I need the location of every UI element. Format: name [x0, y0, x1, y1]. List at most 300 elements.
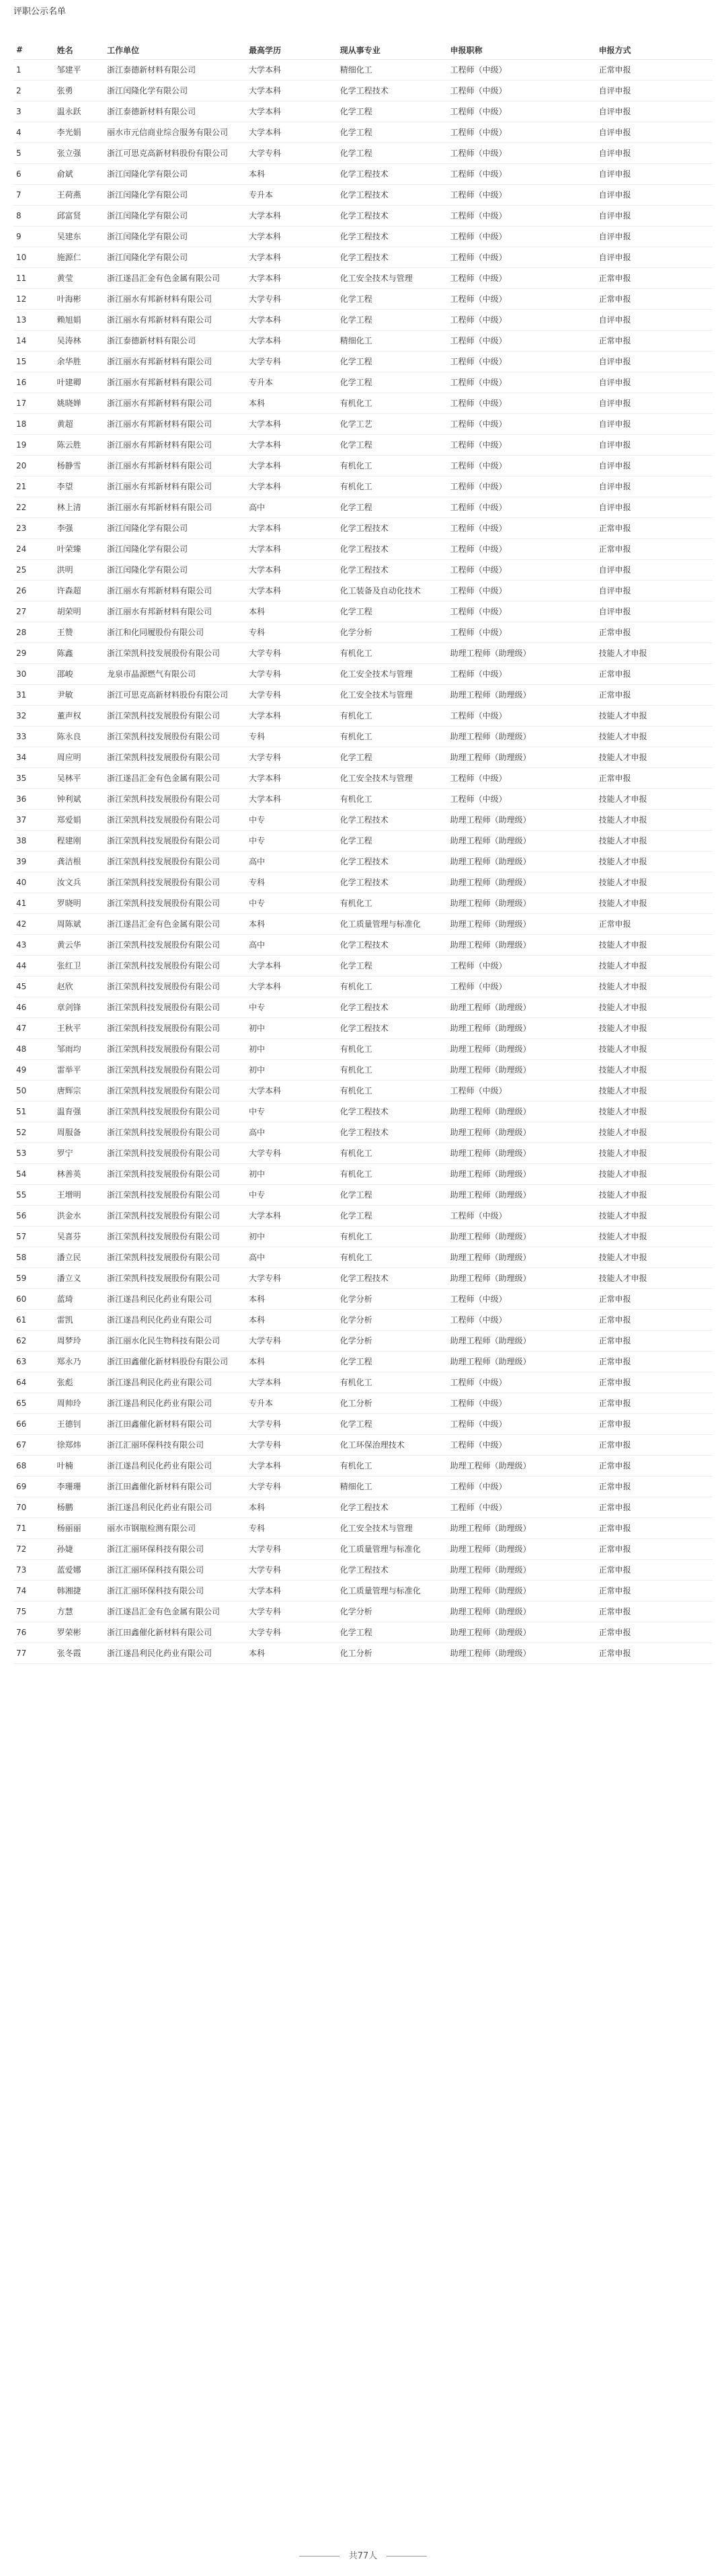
cell-index: 23	[13, 518, 54, 539]
cell-index: 12	[13, 289, 54, 310]
cell-title: 工程师（中级）	[448, 1477, 596, 1497]
table-row	[13, 664, 713, 685]
cell-major: 化学工程技术	[337, 81, 448, 101]
cell-name: 赵欣	[54, 977, 105, 997]
cell-title: 工程师（中级）	[448, 456, 596, 476]
cell-index: 44	[13, 956, 54, 977]
cell-index: 40	[13, 872, 54, 893]
cell-title: 助理工程师（助理级）	[448, 1560, 596, 1581]
cell-education: 大学专科	[246, 685, 337, 706]
table-row	[13, 1372, 713, 1393]
cell-major: 化工安全技术与管理	[337, 685, 448, 706]
cell-index: 35	[13, 768, 54, 789]
table-row	[13, 685, 713, 706]
cell-mode: 正常申报	[596, 1622, 713, 1643]
cell-unit: 浙江遂昌利民化药业有限公司	[104, 1372, 246, 1393]
cell-mode: 正常申报	[596, 289, 713, 310]
cell-index: 11	[13, 268, 54, 289]
cell-title: 工程师（中级）	[448, 289, 596, 310]
cell-index: 77	[13, 1643, 54, 1664]
table-row	[13, 956, 713, 977]
cell-index: 71	[13, 1518, 54, 1539]
cell-unit: 浙江丽水有邦新材料有限公司	[104, 289, 246, 310]
cell-major: 化学工程	[337, 122, 448, 143]
table-row	[13, 1622, 713, 1643]
cell-major: 化学工程技术	[337, 1560, 448, 1581]
cell-mode: 自评申报	[596, 81, 713, 101]
table-row	[13, 1414, 713, 1435]
cell-index: 16	[13, 372, 54, 393]
cell-index: 46	[13, 997, 54, 1018]
cell-index: 15	[13, 351, 54, 372]
cell-unit: 浙江荣凯科技发展股份有限公司	[104, 1039, 246, 1060]
cell-mode: 正常申报	[596, 1643, 713, 1664]
cell-education: 大学本科	[246, 331, 337, 351]
cell-mode: 正常申报	[596, 1560, 713, 1581]
cell-index: 29	[13, 643, 54, 664]
cell-name: 陈云胜	[54, 435, 105, 456]
footer-divider-left	[299, 2556, 339, 2557]
cell-major: 化学工艺	[337, 414, 448, 435]
cell-index: 8	[13, 206, 54, 226]
cell-education: 大学专科	[246, 1143, 337, 1164]
cell-title: 工程师（中级）	[448, 310, 596, 331]
cell-index: 73	[13, 1560, 54, 1581]
cell-name: 蓝琦	[54, 1289, 105, 1310]
cell-name: 温育强	[54, 1102, 105, 1122]
cell-title: 工程师（中级）	[448, 476, 596, 497]
cell-education: 大学专科	[246, 289, 337, 310]
cell-title: 工程师（中级）	[448, 977, 596, 997]
cell-index: 64	[13, 1372, 54, 1393]
table-row	[13, 247, 713, 268]
cell-mode: 自评申报	[596, 601, 713, 622]
cell-unit: 浙江荣凯科技发展股份有限公司	[104, 747, 246, 768]
cell-index: 62	[13, 1331, 54, 1352]
cell-title: 助理工程师（助理级）	[448, 1122, 596, 1143]
cell-title: 工程师（中级）	[448, 247, 596, 268]
cell-major: 化学工程	[337, 1352, 448, 1372]
table-row	[13, 1227, 713, 1247]
cell-index: 52	[13, 1122, 54, 1143]
cell-name: 吴林平	[54, 768, 105, 789]
cell-unit: 浙江田鑫催化新材料有限公司	[104, 1414, 246, 1435]
cell-unit: 浙江遂昌利民化药业有限公司	[104, 1310, 246, 1331]
cell-major: 化学分析	[337, 1289, 448, 1310]
cell-index: 10	[13, 247, 54, 268]
cell-education: 大学专科	[246, 1268, 337, 1289]
cell-unit: 浙江闰隆化学有限公司	[104, 247, 246, 268]
cell-education: 本科	[246, 1497, 337, 1518]
cell-unit: 浙江田鑫催化新材料股份有限公司	[104, 1352, 246, 1372]
cell-unit: 浙江荣凯科技发展股份有限公司	[104, 893, 246, 914]
cell-unit: 浙江闰隆化学有限公司	[104, 518, 246, 539]
cell-education: 专升本	[246, 372, 337, 393]
cell-title: 工程师（中级）	[448, 1081, 596, 1102]
cell-title: 助理工程师（助理级）	[448, 935, 596, 956]
cell-index: 28	[13, 622, 54, 643]
cell-title: 工程师（中级）	[448, 539, 596, 560]
cell-name: 章剑锋	[54, 997, 105, 1018]
cell-index: 33	[13, 726, 54, 747]
cell-title: 工程师（中级）	[448, 101, 596, 122]
table-row	[13, 1081, 713, 1102]
cell-mode: 自评申报	[596, 581, 713, 601]
cell-major: 化学工程	[337, 1185, 448, 1206]
cell-mode: 技能人才申报	[596, 872, 713, 893]
cell-mode: 正常申报	[596, 1456, 713, 1477]
cell-index: 34	[13, 747, 54, 768]
cell-title: 工程师（中级）	[448, 768, 596, 789]
cell-major: 化学分析	[337, 622, 448, 643]
cell-mode: 自评申报	[596, 247, 713, 268]
cell-mode: 技能人才申报	[596, 1102, 713, 1122]
cell-major: 化学工程技术	[337, 1268, 448, 1289]
cell-title: 助理工程师（助理级）	[448, 1581, 596, 1602]
cell-name: 汝文兵	[54, 872, 105, 893]
cell-mode: 自评申报	[596, 456, 713, 476]
cell-index: 21	[13, 476, 54, 497]
cell-index: 3	[13, 101, 54, 122]
cell-major: 有机化工	[337, 1227, 448, 1247]
cell-title: 工程师（中级）	[448, 143, 596, 164]
cell-title: 助理工程师（助理级）	[448, 1518, 596, 1539]
cell-major: 化工安全技术与管理	[337, 268, 448, 289]
cell-name: 徐郑炜	[54, 1435, 105, 1456]
cell-education: 大学本科	[246, 206, 337, 226]
cell-unit: 浙江遂昌汇金有色金属有限公司	[104, 768, 246, 789]
cell-major: 化学分析	[337, 1310, 448, 1331]
cell-title: 助理工程师（助理级）	[448, 872, 596, 893]
cell-index: 39	[13, 851, 54, 872]
cell-mode: 技能人才申报	[596, 977, 713, 997]
cell-title: 助理工程师（助理级）	[448, 726, 596, 747]
cell-unit: 浙江丽水有邦新材料有限公司	[104, 310, 246, 331]
cell-name: 吴涛林	[54, 331, 105, 351]
cell-title: 工程师（中级）	[448, 706, 596, 726]
table-row	[13, 1206, 713, 1227]
cell-title: 工程师（中级）	[448, 789, 596, 810]
cell-unit: 浙江荣凯科技发展股份有限公司	[104, 1164, 246, 1185]
cell-name: 雷举平	[54, 1060, 105, 1081]
cell-name: 姚晓婵	[54, 393, 105, 414]
cell-education: 大学专科	[246, 1331, 337, 1352]
cell-mode: 正常申报	[596, 1518, 713, 1539]
cell-unit: 浙江荣凯科技发展股份有限公司	[104, 851, 246, 872]
cell-mode: 正常申报	[596, 664, 713, 685]
table-row	[13, 726, 713, 747]
cell-index: 36	[13, 789, 54, 810]
cell-mode: 技能人才申报	[596, 893, 713, 914]
cell-major: 有机化工	[337, 1456, 448, 1477]
cell-education: 中专	[246, 831, 337, 851]
cell-index: 57	[13, 1227, 54, 1247]
cell-title: 助理工程师（助理级）	[448, 1102, 596, 1122]
cell-name: 张冬霞	[54, 1643, 105, 1664]
cell-major: 有机化工	[337, 393, 448, 414]
cell-unit: 浙江荣凯科技发展股份有限公司	[104, 1185, 246, 1206]
cell-major: 有机化工	[337, 1039, 448, 1060]
cell-major: 化学工程技术	[337, 185, 448, 206]
cell-education: 大学本科	[246, 81, 337, 101]
cell-mode: 技能人才申报	[596, 1268, 713, 1289]
cell-title: 工程师（中级）	[448, 226, 596, 247]
cell-title: 助理工程师（助理级）	[448, 851, 596, 872]
table-row	[13, 622, 713, 643]
cell-mode: 技能人才申报	[596, 1227, 713, 1247]
table-row	[13, 893, 713, 914]
cell-mode: 正常申报	[596, 1414, 713, 1435]
cell-unit: 浙江丽水有邦新材料有限公司	[104, 456, 246, 476]
cell-name: 张立强	[54, 143, 105, 164]
cell-title: 助理工程师（助理级）	[448, 810, 596, 831]
cell-major: 有机化工	[337, 476, 448, 497]
cell-index: 45	[13, 977, 54, 997]
cell-major: 化学工程	[337, 101, 448, 122]
table-row	[13, 831, 713, 851]
cell-education: 专科	[246, 726, 337, 747]
cell-major: 有机化工	[337, 726, 448, 747]
cell-mode: 自评申报	[596, 372, 713, 393]
cell-mode: 技能人才申报	[596, 1039, 713, 1060]
cell-unit: 浙江荣凯科技发展股份有限公司	[104, 1081, 246, 1102]
table-row	[13, 1456, 713, 1477]
cell-title: 工程师（中级）	[448, 1497, 596, 1518]
cell-education: 专科	[246, 622, 337, 643]
cell-mode: 正常申报	[596, 1435, 713, 1456]
cell-title: 助理工程师（助理级）	[448, 685, 596, 706]
cell-unit: 浙江遂昌汇金有色金属有限公司	[104, 268, 246, 289]
cell-unit: 浙江遂昌利民化药业有限公司	[104, 1393, 246, 1414]
cell-title: 工程师（中级）	[448, 372, 596, 393]
cell-name: 李珊珊	[54, 1477, 105, 1497]
cell-name: 黄超	[54, 414, 105, 435]
cell-mode: 正常申报	[596, 1310, 713, 1331]
cell-title: 助理工程师（助理级）	[448, 643, 596, 664]
cell-education: 初中	[246, 1227, 337, 1247]
cell-unit: 浙江丽水有邦新材料有限公司	[104, 581, 246, 601]
table-row	[13, 414, 713, 435]
cell-title: 工程师（中级）	[448, 164, 596, 185]
cell-title: 助理工程师（助理级）	[448, 1602, 596, 1622]
cell-unit: 浙江荣凯科技发展股份有限公司	[104, 789, 246, 810]
cell-major: 化学工程技术	[337, 247, 448, 268]
cell-education: 大学专科	[246, 1622, 337, 1643]
cell-mode: 技能人才申报	[596, 851, 713, 872]
cell-name: 洪明	[54, 560, 105, 581]
cell-name: 罗晓明	[54, 893, 105, 914]
cell-name: 叶建卿	[54, 372, 105, 393]
cell-title: 工程师（中级）	[448, 497, 596, 518]
table-row	[13, 1560, 713, 1581]
cell-major: 化学工程技术	[337, 1122, 448, 1143]
table-row	[13, 789, 713, 810]
cell-title: 工程师（中级）	[448, 1310, 596, 1331]
cell-education: 大学本科	[246, 414, 337, 435]
cell-name: 李望	[54, 476, 105, 497]
cell-major: 化工质量管理与标准化	[337, 914, 448, 935]
cell-education: 大学专科	[246, 143, 337, 164]
cell-major: 化学工程技术	[337, 872, 448, 893]
table-row	[13, 1393, 713, 1414]
cell-title: 助理工程师（助理级）	[448, 1227, 596, 1247]
table-row	[13, 226, 713, 247]
cell-education: 大学本科	[246, 706, 337, 726]
cell-mode: 技能人才申报	[596, 747, 713, 768]
cell-education: 大学本科	[246, 581, 337, 601]
table-row	[13, 1331, 713, 1352]
cell-name: 叶荣臻	[54, 539, 105, 560]
cell-education: 初中	[246, 1039, 337, 1060]
table-row	[13, 997, 713, 1018]
cell-education: 高中	[246, 1247, 337, 1268]
cell-unit: 浙江丽水有邦新材料有限公司	[104, 435, 246, 456]
cell-name: 林善英	[54, 1164, 105, 1185]
cell-education: 大学专科	[246, 747, 337, 768]
cell-title: 工程师（中级）	[448, 206, 596, 226]
cell-major: 化学工程技术	[337, 810, 448, 831]
cell-mode: 自评申报	[596, 185, 713, 206]
cell-education: 大学专科	[246, 1560, 337, 1581]
cell-education: 大学专科	[246, 351, 337, 372]
cell-title: 工程师（中级）	[448, 518, 596, 539]
cell-education: 中专	[246, 1185, 337, 1206]
cell-unit: 浙江遂昌利民化药业有限公司	[104, 1643, 246, 1664]
total-count-text: 共77人	[348, 2551, 378, 2561]
cell-mode: 正常申报	[596, 1581, 713, 1602]
cell-name: 罗宁	[54, 1143, 105, 1164]
table-row	[13, 1185, 713, 1206]
cell-name: 周应明	[54, 747, 105, 768]
cell-major: 化学工程	[337, 601, 448, 622]
cell-title: 助理工程师（助理级）	[448, 1456, 596, 1477]
cell-unit: 浙江遂昌利民化药业有限公司	[104, 1456, 246, 1477]
cell-education: 大学专科	[246, 1539, 337, 1560]
cell-unit: 浙江丽水有邦新材料有限公司	[104, 372, 246, 393]
cell-education: 大学本科	[246, 1206, 337, 1227]
cell-mode: 正常申报	[596, 1331, 713, 1352]
cell-index: 26	[13, 581, 54, 601]
cell-index: 42	[13, 914, 54, 935]
cell-education: 大学本科	[246, 226, 337, 247]
cell-major: 有机化工	[337, 1060, 448, 1081]
cell-name: 林上清	[54, 497, 105, 518]
cell-index: 25	[13, 560, 54, 581]
cell-title: 工程师（中级）	[448, 956, 596, 977]
cell-unit: 浙江可思克高新材料股份有限公司	[104, 143, 246, 164]
table-row	[13, 60, 713, 81]
cell-education: 初中	[246, 1018, 337, 1039]
cell-mode: 正常申报	[596, 685, 713, 706]
cell-major: 精细化工	[337, 331, 448, 351]
cell-mode: 正常申报	[596, 1497, 713, 1518]
cell-title: 助理工程师（助理级）	[448, 1268, 596, 1289]
cell-education: 大学本科	[246, 310, 337, 331]
cell-title: 工程师（中级）	[448, 122, 596, 143]
header-unit: 工作单位	[104, 40, 246, 60]
cell-title: 工程师（中级）	[448, 1414, 596, 1435]
table-row	[13, 1102, 713, 1122]
cell-unit: 浙江可思克高新材料股份有限公司	[104, 685, 246, 706]
cell-education: 大学本科	[246, 977, 337, 997]
cell-education: 高中	[246, 497, 337, 518]
cell-title: 工程师（中级）	[448, 622, 596, 643]
cell-title: 助理工程师（助理级）	[448, 1018, 596, 1039]
cell-index: 63	[13, 1352, 54, 1372]
cell-major: 化学工程技术	[337, 518, 448, 539]
cell-mode: 正常申报	[596, 60, 713, 81]
table-row	[13, 81, 713, 101]
cell-education: 大学本科	[246, 122, 337, 143]
cell-major: 化工质量管理与标准化	[337, 1539, 448, 1560]
cell-title: 工程师（中级）	[448, 414, 596, 435]
cell-major: 化学工程技术	[337, 997, 448, 1018]
cell-major: 化学工程技术	[337, 1497, 448, 1518]
cell-unit: 浙江汇丽环保科技有限公司	[104, 1560, 246, 1581]
cell-title: 助理工程师（助理级）	[448, 1539, 596, 1560]
cell-unit: 浙江泰德新材料有限公司	[104, 101, 246, 122]
cell-major: 化学工程	[337, 497, 448, 518]
cell-unit: 浙江荣凯科技发展股份有限公司	[104, 997, 246, 1018]
cell-name: 唐辉宗	[54, 1081, 105, 1102]
cell-unit: 浙江丽水有邦新材料有限公司	[104, 414, 246, 435]
cell-index: 31	[13, 685, 54, 706]
cell-major: 化学工程技术	[337, 539, 448, 560]
cell-unit: 丽水市元信商业综合服务有限公司	[104, 122, 246, 143]
cell-unit: 浙江闰隆化学有限公司	[104, 206, 246, 226]
cell-mode: 自评申报	[596, 476, 713, 497]
cell-education: 本科	[246, 1289, 337, 1310]
cell-education: 专科	[246, 1518, 337, 1539]
cell-major: 化工分析	[337, 1393, 448, 1414]
table-row	[13, 560, 713, 581]
cell-index: 1	[13, 60, 54, 81]
cell-education: 大学本科	[246, 476, 337, 497]
cell-mode: 正常申报	[596, 1393, 713, 1414]
cell-major: 有机化工	[337, 1247, 448, 1268]
cell-education: 大学本科	[246, 1581, 337, 1602]
table-row	[13, 497, 713, 518]
cell-mode: 自评申报	[596, 226, 713, 247]
cell-index: 74	[13, 1581, 54, 1602]
cell-unit: 浙江丽水有邦新材料有限公司	[104, 476, 246, 497]
cell-mode: 技能人才申报	[596, 1081, 713, 1102]
cell-education: 中专	[246, 1102, 337, 1122]
cell-title: 助理工程师（助理级）	[448, 997, 596, 1018]
cell-index: 14	[13, 331, 54, 351]
cell-title: 助理工程师（助理级）	[448, 1247, 596, 1268]
cell-title: 工程师（中级）	[448, 560, 596, 581]
cell-index: 59	[13, 1268, 54, 1289]
cell-mode: 技能人才申报	[596, 643, 713, 664]
header-education: 最高学历	[246, 40, 337, 60]
cell-education: 本科	[246, 393, 337, 414]
cell-major: 化工安全技术与管理	[337, 768, 448, 789]
cell-unit: 浙江荣凯科技发展股份有限公司	[104, 1227, 246, 1247]
cell-index: 58	[13, 1247, 54, 1268]
cell-name: 邹雨均	[54, 1039, 105, 1060]
cell-index: 60	[13, 1289, 54, 1310]
cell-education: 大学本科	[246, 560, 337, 581]
cell-unit: 浙江荣凯科技发展股份有限公司	[104, 1102, 246, 1122]
cell-index: 18	[13, 414, 54, 435]
cell-mode: 自评申报	[596, 206, 713, 226]
cell-name: 叶海彬	[54, 289, 105, 310]
cell-name: 陈鑫	[54, 643, 105, 664]
cell-major: 有机化工	[337, 1164, 448, 1185]
cell-unit: 浙江荣凯科技发展股份有限公司	[104, 935, 246, 956]
table-row	[13, 1289, 713, 1310]
